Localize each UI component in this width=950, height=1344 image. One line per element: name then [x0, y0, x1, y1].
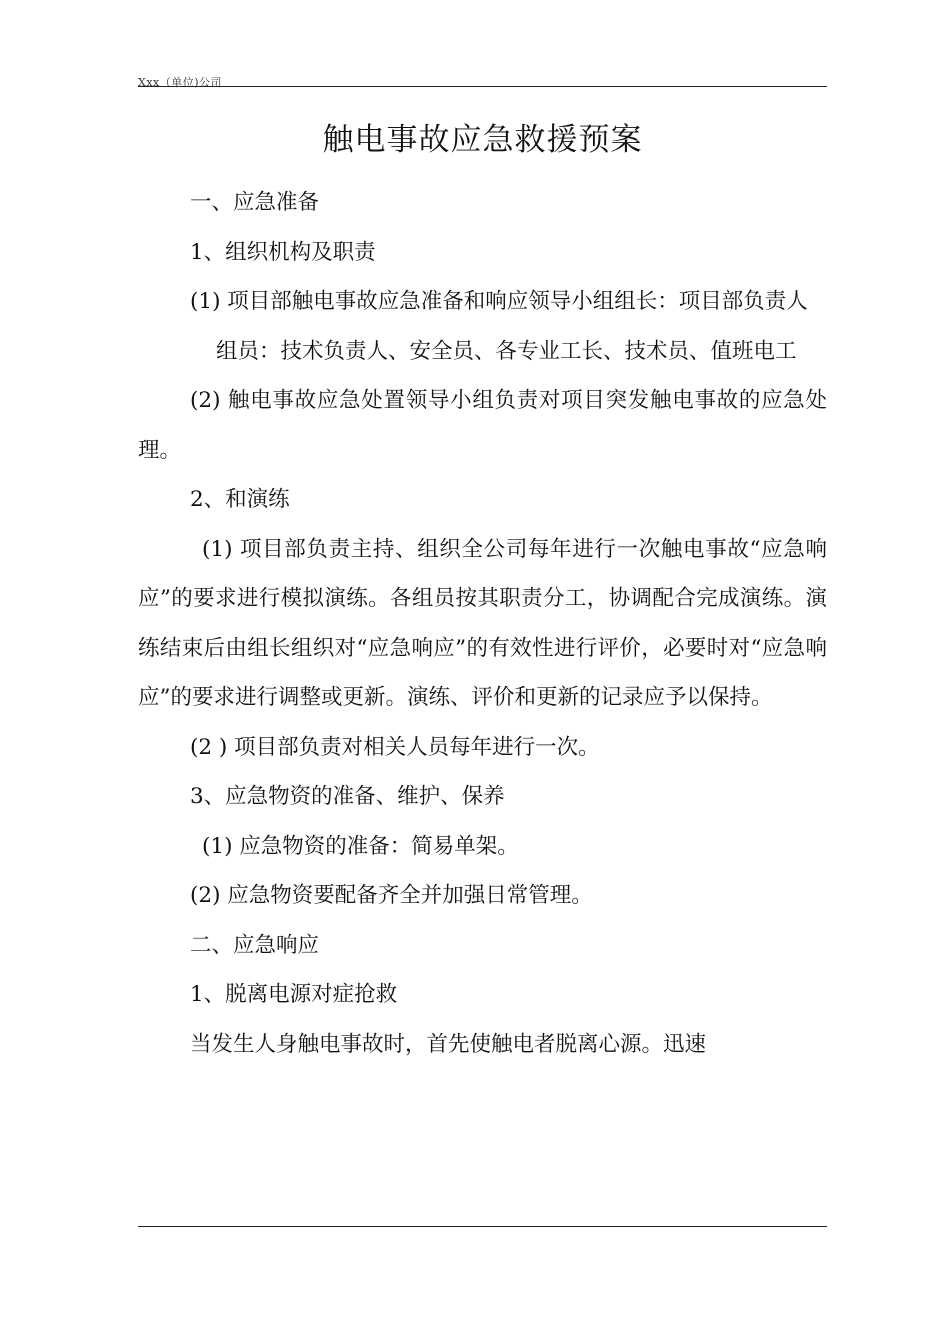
section-heading: 一、应急准备 — [190, 190, 320, 215]
subsection-heading: 1、组织机构及职责 — [190, 239, 376, 265]
paragraph: (1) 项目部负责主持、组织全公司每年进行一次触电事故“应急响应”的要求进行模拟演练。各组员按其职责分工，协调配合完成演练。演练结束后由组长组织对“应急响应”的有效性进行评价，必要时对“应急响应”的要求进行调整或更新。演练、评价和更新的记录应予以保持。 — [138, 536, 827, 710]
paragraph: 组员：技术负责人、安全员、各专业工长、技术员、值班电工 — [216, 338, 797, 364]
header-divider — [138, 86, 827, 87]
paragraph: (1) 项目部触电事故应急准备和响应领导小组组长：项目部负责人 — [190, 289, 808, 314]
paragraph: 当发生人身触电事故时，首先使触电者脱离心源。迅速 — [190, 1031, 707, 1057]
document-body — [138, 178, 827, 1069]
subsection-heading: 2、和演练 — [190, 487, 290, 512]
paragraph: (2 ) 项目部负责对相关人员每年进行一次。 — [190, 734, 600, 760]
paragraph: (2) 应急物资要配备齐全并加强日常管理。 — [190, 883, 593, 908]
paragraph: (1) 应急物资的准备：简易单架。 — [202, 833, 519, 859]
subsection-heading: 1、脱离电源对症抢救 — [190, 982, 398, 1007]
document-title: 触电事故应急救援预案 — [322, 122, 643, 158]
page-header-company: Xxx（单位)公司 — [138, 76, 223, 89]
paragraph: (2) 触电事故应急处置领导小组负责对项目突发触电事故的应急处理。 — [138, 388, 827, 463]
footer-divider — [138, 1226, 827, 1227]
section-heading: 二、应急响应 — [190, 932, 320, 958]
subsection-heading: 3、应急物资的准备、维护、保养 — [190, 784, 505, 809]
